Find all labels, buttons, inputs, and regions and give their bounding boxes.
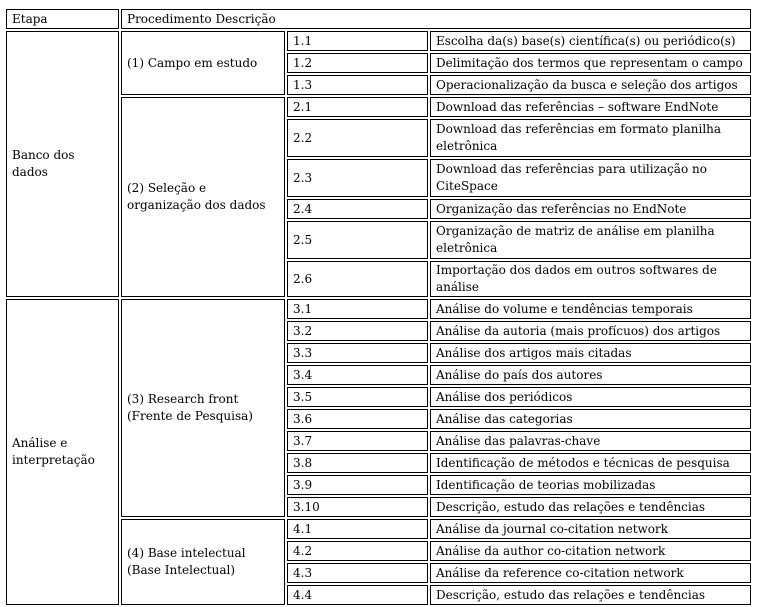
step-number: 2.4 xyxy=(287,199,428,219)
step-number: 2.2 xyxy=(287,119,428,157)
table-row xyxy=(6,31,751,51)
step-description: Análise das palavras-chave xyxy=(430,431,751,451)
header-row xyxy=(6,9,751,29)
step-number: 3.9 xyxy=(287,475,428,495)
step-description: Identificação de métodos e técnicas de pesquisa xyxy=(430,453,751,473)
step-description: Análise dos artigos mais citadas xyxy=(430,343,751,363)
step-description: Análise da journal co-citation network xyxy=(430,519,751,539)
step-number: 4.4 xyxy=(287,585,428,605)
step-description: Identificação de teorias mobilizadas xyxy=(430,475,751,495)
step-number: 2.3 xyxy=(287,159,428,197)
step-number: 2.1 xyxy=(287,97,428,117)
step-number: 1.3 xyxy=(287,75,428,95)
group-cell: (4) Base intelectual (Base Intelectual) xyxy=(121,519,285,605)
step-description: Análise da autoria (mais profícuos) dos artigos xyxy=(430,321,751,341)
step-number: 1.2 xyxy=(287,53,428,73)
group-cell: (3) Research front (Frente de Pesquisa) xyxy=(121,299,285,517)
step-number: 3.3 xyxy=(287,343,428,363)
table-row xyxy=(6,299,751,319)
step-description: Análise da author co-citation network xyxy=(430,541,751,561)
step-description: Download das referências – software EndNote xyxy=(430,97,751,117)
step-number: 3.10 xyxy=(287,497,428,517)
step-description: Análise do volume e tendências temporais xyxy=(430,299,751,319)
step-number: 3.1 xyxy=(287,299,428,319)
procedure-table xyxy=(4,7,753,607)
step-number: 2.6 xyxy=(287,261,428,297)
step-number: 3.6 xyxy=(287,409,428,429)
step-description: Download das referências em formato planilha eletrônica xyxy=(430,119,751,157)
step-description: Delimitação dos termos que representam o campo xyxy=(430,53,751,73)
header-procedimento: Procedimento Descrição xyxy=(121,9,751,29)
step-number: 3.4 xyxy=(287,365,428,385)
step-description: Escolha da(s) base(s) científica(s) ou periódico(s) xyxy=(430,31,751,51)
step-number: 4.2 xyxy=(287,541,428,561)
step-description: Operacionalização da busca e seleção dos artigos xyxy=(430,75,751,95)
step-description: Organização de matriz de análise em planilha eletrônica xyxy=(430,221,751,259)
step-number: 3.8 xyxy=(287,453,428,473)
step-description: Download das referências para utilização no CiteSpace xyxy=(430,159,751,197)
step-description: Organização das referências no EndNote xyxy=(430,199,751,219)
step-number: 3.2 xyxy=(287,321,428,341)
step-description: Descrição, estudo das relações e tendências xyxy=(430,585,751,605)
step-number: 2.5 xyxy=(287,221,428,259)
step-number: 3.7 xyxy=(287,431,428,451)
step-description: Importação dos dados em outros softwares de análise xyxy=(430,261,751,297)
step-number: 4.3 xyxy=(287,563,428,583)
step-description: Análise do país dos autores xyxy=(430,365,751,385)
stage-cell: Análise e interpretação xyxy=(6,299,119,605)
step-number: 1.1 xyxy=(287,31,428,51)
group-cell: (1) Campo em estudo xyxy=(121,31,285,95)
step-description: Análise da reference co-citation network xyxy=(430,563,751,583)
group-cell: (2) Seleção e organização dos dados xyxy=(121,97,285,297)
stage-cell: Banco dos dados xyxy=(6,31,119,297)
step-description: Análise dos periódicos xyxy=(430,387,751,407)
header-etapa: Etapa xyxy=(6,9,119,29)
step-number: 3.5 xyxy=(287,387,428,407)
step-description: Descrição, estudo das relações e tendências xyxy=(430,497,751,517)
step-number: 4.1 xyxy=(287,519,428,539)
step-description: Análise das categorias xyxy=(430,409,751,429)
